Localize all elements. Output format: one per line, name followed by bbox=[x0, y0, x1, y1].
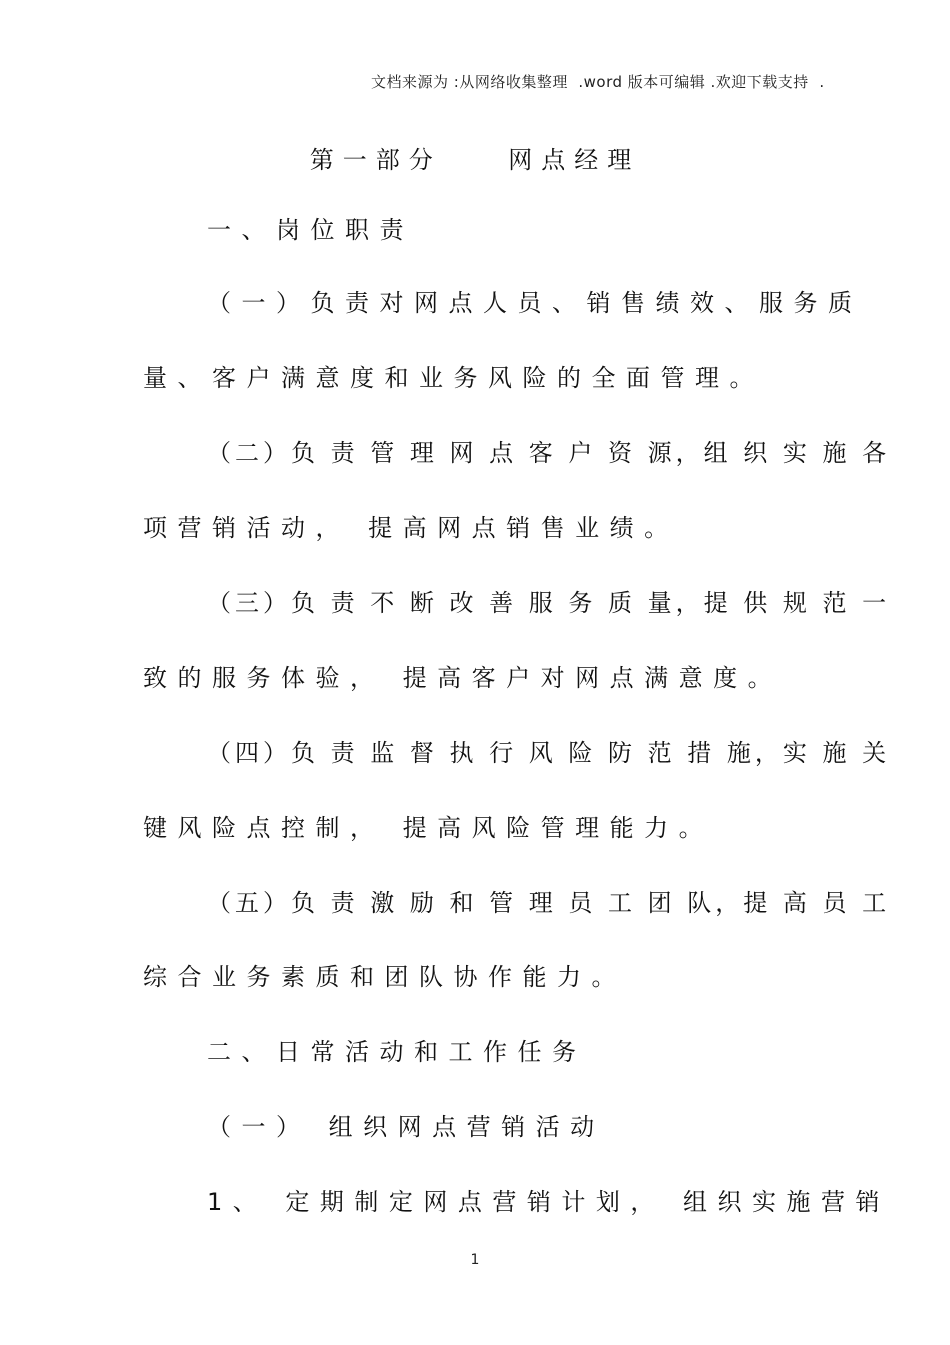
task-point-1-line-1: 1、 定期制定网点营销计划， 组织实施营销 bbox=[207, 1188, 891, 1216]
duty-item-1-line-1: （一）负责对网点人员、销售绩效、服务质 bbox=[207, 289, 863, 317]
duty-item-4-line-2: 键风险点控制， 提高风险管理能力。 bbox=[143, 814, 714, 842]
section-heading-duties: 一、岗位职责 bbox=[207, 216, 414, 244]
source-note: 文档来源为 :从网络收集整理 .word 版本可编辑 .欢迎下载支持 . bbox=[371, 73, 825, 91]
duty-item-5-line-2: 综合业务素质和团队协作能力。 bbox=[143, 963, 626, 991]
page-title: 第一部分 网点经理 bbox=[309, 146, 641, 174]
duty-item-3-line-2: 致的服务体验， 提高客户对网点满意度。 bbox=[143, 664, 783, 692]
subsection-heading-marketing: （一） 组织网点营销活动 bbox=[207, 1113, 605, 1141]
duty-item-3-line-1: （三）负 责 不 断 改 善 服 务 质 量，提 供 规 范 一 bbox=[207, 589, 891, 617]
duty-item-1-line-2: 量、客户满意度和业务风险的全面管理。 bbox=[143, 364, 764, 392]
duty-item-5-line-1: （五）负 责 激 励 和 管 理 员 工 团 队，提 高 员 工 bbox=[207, 889, 891, 917]
duty-item-2-line-1: （二）负 责 管 理 网 点 客 户 资 源，组 织 实 施 各 bbox=[207, 439, 891, 467]
duty-item-4-line-1: （四）负 责 监 督 执 行 风 险 防 范 措 施，实 施 关 bbox=[207, 739, 891, 767]
section-heading-daily-tasks: 二、日常活动和工作任务 bbox=[207, 1038, 587, 1066]
page-number: 1 bbox=[470, 1252, 480, 1268]
duty-item-2-line-2: 项营销活动， 提高网点销售业绩。 bbox=[143, 514, 679, 542]
